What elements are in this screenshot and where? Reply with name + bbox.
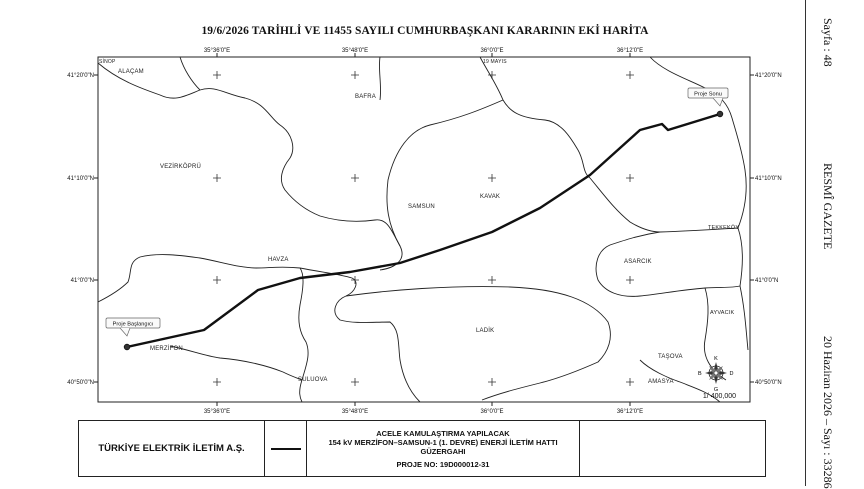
lat-label: 41°0'0"N bbox=[755, 278, 779, 284]
place-label: 19 MAYIS bbox=[483, 59, 507, 65]
place-label: MERZİFON bbox=[150, 346, 183, 352]
project-line-2: 154 kV MERZİFON–SAMSUN-1 (1. DEVRE) ENERJİ İLETİM HATTI bbox=[328, 437, 558, 447]
start-callout bbox=[106, 318, 160, 336]
place-label: AYVACIK bbox=[710, 310, 735, 316]
lon-label: 36°12'0"E bbox=[616, 48, 644, 54]
place-label: KAVAK bbox=[480, 194, 501, 200]
map-frame bbox=[98, 57, 750, 402]
lon-label: 36°0'0"E bbox=[480, 48, 504, 54]
project-description bbox=[307, 421, 580, 476]
legend-line-symbol bbox=[265, 421, 307, 476]
district-boundaries bbox=[98, 57, 748, 402]
lon-label: 35°48'0"E bbox=[341, 409, 369, 415]
place-label: TEKKEKÖY bbox=[708, 225, 740, 231]
graticule bbox=[213, 71, 634, 386]
lat-label: 41°20'0"N bbox=[755, 73, 782, 79]
lon-label: 35°48'0"E bbox=[341, 48, 369, 54]
frame-ticks bbox=[94, 53, 754, 406]
place-label: SAMSUN bbox=[408, 204, 435, 210]
lon-label: 36°0'0"E bbox=[480, 409, 504, 415]
place-names bbox=[99, 58, 739, 385]
lat-label: 41°10'0"N bbox=[67, 176, 94, 182]
route-start-point bbox=[124, 344, 130, 350]
project-line-3: GÜZERGAHI bbox=[420, 446, 466, 456]
place-label: AMASYA bbox=[648, 379, 674, 385]
place-label: BAFRA bbox=[355, 94, 377, 100]
place-label: LADİK bbox=[476, 328, 495, 334]
gazette-name: RESMÎ GAZETE bbox=[821, 163, 835, 250]
place-label: SULUOVA bbox=[298, 377, 328, 383]
place-label: ASARCIK bbox=[624, 259, 652, 265]
compass-east: D bbox=[729, 371, 734, 377]
compass-west: B bbox=[698, 371, 702, 377]
transmission-route bbox=[127, 114, 720, 347]
place-label: HAVZA bbox=[268, 257, 289, 263]
project-line-1: ACELE KAMULAŞTIRMA YAPILACAK bbox=[376, 428, 510, 438]
place-label: ALAÇAM bbox=[118, 69, 144, 75]
compass-icon bbox=[698, 356, 734, 393]
legend-table bbox=[78, 420, 766, 477]
place-label: SİNOP bbox=[99, 59, 116, 65]
page-number: Sayfa : 48 bbox=[821, 18, 835, 67]
map-scale: 1/ 400,000 bbox=[702, 393, 736, 400]
lat-label: 40°50'0"N bbox=[67, 380, 94, 386]
lat-label: 41°0'0"N bbox=[70, 278, 94, 284]
lon-label: 36°12'0"E bbox=[616, 409, 644, 415]
place-label: VEZİRKÖPRÜ bbox=[160, 164, 202, 170]
company-name: TÜRKİYE ELEKTRİK İLETİM A.Ş. bbox=[79, 421, 265, 476]
page-title: 19/6/2026 TARİHLİ VE 11455 SAYILI CUMHURBAŞKANI KARARININ EKİ HARİTA bbox=[201, 25, 649, 37]
issue-date: 20 Haziran 2026 – Sayı : 33286 bbox=[821, 336, 835, 489]
compass-north: K bbox=[714, 356, 718, 362]
lat-label: 40°50'0"N bbox=[755, 380, 782, 386]
start-label: Proje Başlangıcı bbox=[112, 321, 154, 328]
compass-south: G bbox=[713, 387, 719, 393]
end-label: Proje Sonu bbox=[694, 91, 722, 98]
legend-empty-cell bbox=[580, 421, 765, 476]
end-callout bbox=[688, 88, 728, 106]
project-number: PROJE NO: 19D000012-31 bbox=[396, 459, 490, 469]
lon-label: 35°36'0"E bbox=[203, 48, 231, 54]
lon-label: 35°36'0"E bbox=[203, 409, 231, 415]
route-end-point bbox=[717, 111, 723, 117]
place-label: TAŞOVA bbox=[658, 354, 683, 360]
lat-label: 41°10'0"N bbox=[755, 176, 782, 182]
lat-label: 41°20'0"N bbox=[67, 73, 94, 79]
